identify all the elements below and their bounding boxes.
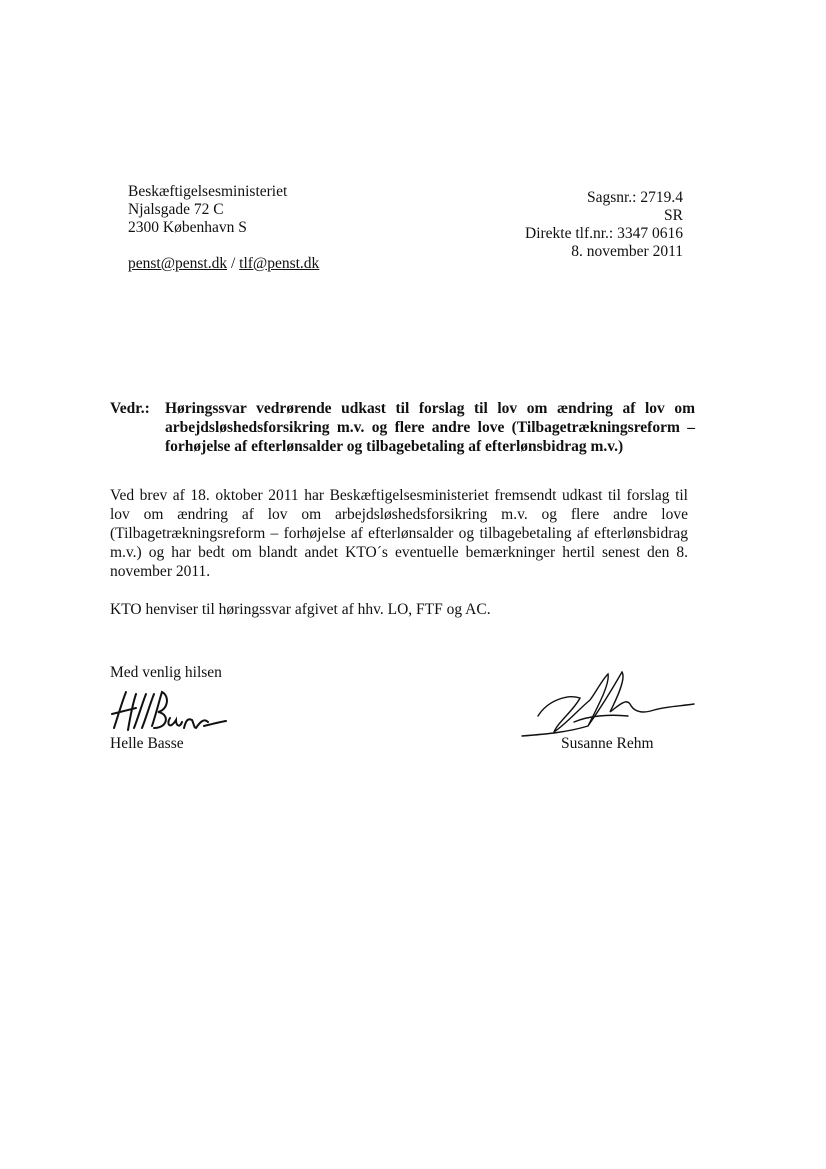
email-link-penst[interactable]: penst@penst.dk — [128, 255, 228, 272]
body-paragraph-2: KTO henviser til høringssvar afgivet af hhv. LO, FTF og AC. — [110, 601, 491, 618]
direct-phone: Direkte tlf.nr.: 3347 0616 — [525, 225, 683, 242]
case-number: Sagsnr.: 2719.4 — [586, 189, 683, 206]
signature-susanne-rehm — [518, 666, 698, 746]
recipient-city: 2300 København S — [128, 219, 247, 236]
subject-label: Vedr.: — [110, 400, 150, 417]
letter-date: 8. november 2011 — [571, 243, 683, 260]
subject-block — [110, 399, 695, 456]
letter-meta — [525, 189, 683, 261]
signature-helle-basse — [108, 688, 228, 738]
recipient-address — [128, 183, 287, 237]
signer-left-name: Helle Basse — [110, 735, 184, 752]
closing-greeting: Med venlig hilsen — [110, 664, 222, 681]
subject-text: Høringssvar vedrørende udkast til forslag til lov om ændring af lov om arbejdsløshedsforsikring m.v. og flere andre love (Tilbagetrækningsreform – forhøjelse af efterlønsalder og tilbagebetaling af efterlønsbidrag m.v.) — [165, 400, 695, 455]
email-link-tlf[interactable]: tlf@penst.dk — [239, 255, 320, 272]
recipient-street: Njalsgade 72 C — [128, 201, 224, 218]
signer-right-name: Susanne Rehm — [561, 735, 654, 752]
email-separator: / — [230, 255, 236, 272]
initials: SR — [664, 207, 683, 224]
recipient-name: Beskæftigelsesministeriet — [128, 183, 288, 200]
body-paragraph-1: Ved brev af 18. oktober 2011 har Beskæftigelsesministeriet fremsendt udkast til forslag til lov om ændring af lov om arbejdsløshedsforsikring m.v. og flere andre love (Tilbagetrækningsreform – forhøjelse af efterlønsalder og tilbagebetaling af efterlønsbidrag m.v.) og har bedt om blandt andet KTO´s eventuelle bemærkninger hertil senest den 8. november 2011. — [110, 487, 688, 580]
letter-body — [110, 486, 688, 638]
recipient-emails — [128, 255, 319, 273]
